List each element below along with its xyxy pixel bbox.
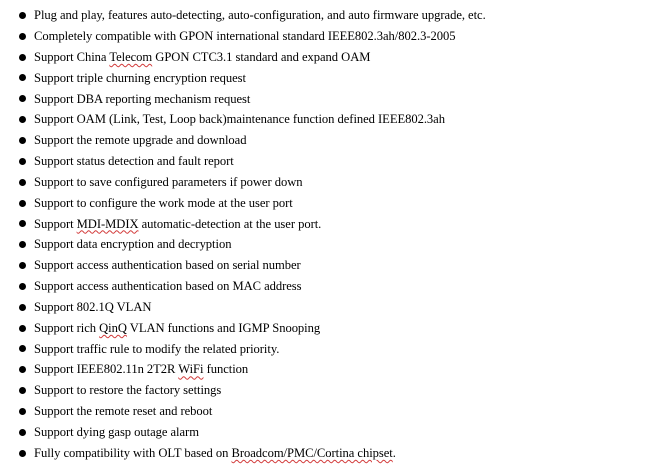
feature-list-item xyxy=(0,88,486,109)
feature-text xyxy=(34,176,303,189)
feature-text-segment: Support IEEE802.11n 2T2R xyxy=(34,362,179,377)
feature-text xyxy=(34,155,234,168)
feature-text-segment: . xyxy=(392,445,396,460)
bullet-icon xyxy=(19,12,26,19)
feature-text xyxy=(34,30,455,43)
feature-text xyxy=(34,113,445,126)
feature-text xyxy=(34,426,199,439)
feature-list-item xyxy=(0,172,486,193)
feature-text-segment: Support to restore the factory settings xyxy=(34,383,222,398)
feature-text-segment: Support access authentication based on MAC address xyxy=(34,279,302,294)
feature-text-segment: Support to configure the work mode at the user port xyxy=(34,195,293,210)
bullet-icon xyxy=(19,450,26,457)
feature-text xyxy=(34,9,486,22)
bullet-icon xyxy=(19,325,26,332)
feature-text-segment: Support triple churning encryption request xyxy=(34,70,246,85)
feature-list-item xyxy=(0,297,486,318)
feature-list-item xyxy=(0,109,486,130)
feature-list xyxy=(0,5,486,464)
feature-text-segment: Support access authentication based on serial number xyxy=(34,258,301,273)
feature-list-item xyxy=(0,47,486,68)
spellcheck-underlined-word: Telecom xyxy=(109,49,153,64)
bullet-icon xyxy=(19,429,26,436)
feature-list-item xyxy=(0,151,486,172)
feature-text xyxy=(34,259,301,272)
feature-text-segment: Support DBA reporting mechanism request xyxy=(34,91,251,106)
bullet-icon xyxy=(19,200,26,207)
feature-text xyxy=(34,134,246,147)
bullet-icon xyxy=(19,283,26,290)
feature-text-segment: Support data encryption and decryption xyxy=(34,237,232,252)
feature-list-item xyxy=(0,359,486,380)
bullet-icon xyxy=(19,262,26,269)
feature-text-segment: Support xyxy=(34,216,77,231)
feature-list-item xyxy=(0,339,486,360)
feature-text-segment: Support the remote upgrade and download xyxy=(34,133,247,148)
feature-text-segment: automatic-detection at the user port. xyxy=(138,216,322,231)
feature-list-item xyxy=(0,213,486,234)
feature-text xyxy=(34,93,250,106)
spellcheck-underlined-word: QinQ xyxy=(99,320,127,335)
feature-text-segment: Support traffic rule to modify the related priority. xyxy=(34,341,280,356)
spellcheck-underlined-word: Broadcom/PMC/Cortina chipset xyxy=(231,445,393,460)
feature-text xyxy=(34,218,321,231)
feature-text xyxy=(34,280,302,293)
feature-list-item xyxy=(0,68,486,89)
feature-text xyxy=(34,238,231,251)
feature-text-segment: Support dying gasp outage alarm xyxy=(34,425,199,439)
bullet-icon xyxy=(19,33,26,40)
feature-list-item xyxy=(0,193,486,214)
spellcheck-underlined-word: MDI-MDIX xyxy=(76,216,139,231)
feature-text xyxy=(34,405,212,418)
spellcheck-underlined-word: WiFi xyxy=(178,362,204,377)
bullet-icon xyxy=(19,54,26,61)
feature-list-item xyxy=(0,401,486,422)
bullet-icon xyxy=(19,408,26,415)
feature-list-item xyxy=(0,380,486,401)
feature-text-segment: Support rich xyxy=(34,320,100,335)
bullet-icon xyxy=(19,345,26,352)
feature-text-segment: Support OAM (Link, Test, Loop back)maintenance function defined IEEE802.3ah xyxy=(34,112,445,127)
bullet-icon xyxy=(19,387,26,394)
bullet-icon xyxy=(19,304,26,311)
feature-text-segment: VLAN functions and IGMP Snooping xyxy=(126,320,321,335)
feature-list-item xyxy=(0,234,486,255)
feature-text xyxy=(34,343,279,356)
bullet-icon xyxy=(19,220,26,227)
feature-list-item xyxy=(0,26,486,47)
feature-text-segment: Fully compatibility with OLT based on xyxy=(34,445,232,460)
feature-text-segment: Support 802.1Q VLAN xyxy=(34,299,152,314)
feature-text xyxy=(34,51,370,64)
feature-text-segment: function xyxy=(203,362,249,377)
feature-text-segment: Completely compatible with GPON international standard IEEE802.3ah/802.3-2005 xyxy=(34,28,456,43)
feature-text-segment: Support status detection and fault report xyxy=(34,154,234,169)
feature-list-item xyxy=(0,130,486,151)
feature-list-item xyxy=(0,422,486,443)
feature-text-segment: Support China xyxy=(34,49,110,64)
feature-text xyxy=(34,301,151,314)
bullet-icon xyxy=(19,241,26,248)
feature-list-item xyxy=(0,318,486,339)
feature-text xyxy=(34,72,246,85)
feature-text xyxy=(34,322,320,335)
bullet-icon xyxy=(19,179,26,186)
bullet-icon xyxy=(19,366,26,373)
bullet-icon xyxy=(19,74,26,81)
bullet-icon xyxy=(19,137,26,144)
feature-text xyxy=(34,363,248,376)
feature-list-item xyxy=(0,255,486,276)
feature-list-item xyxy=(0,276,486,297)
bullet-icon xyxy=(19,158,26,165)
feature-text-segment: Plug and play, features auto-detecting, auto-configuration, and auto firmware upgrade, etc. xyxy=(34,8,486,23)
feature-text xyxy=(34,384,221,397)
feature-text-segment: Support to save configured parameters if power down xyxy=(34,174,303,189)
feature-list-item xyxy=(0,443,486,464)
feature-text-segment: GPON CTC3.1 standard and expand OAM xyxy=(152,49,371,64)
feature-text-segment: Support the remote reset and reboot xyxy=(34,404,213,419)
feature-text xyxy=(34,197,293,210)
bullet-icon xyxy=(19,95,26,102)
feature-list-item xyxy=(0,5,486,26)
feature-text xyxy=(34,447,396,460)
bullet-icon xyxy=(19,116,26,123)
